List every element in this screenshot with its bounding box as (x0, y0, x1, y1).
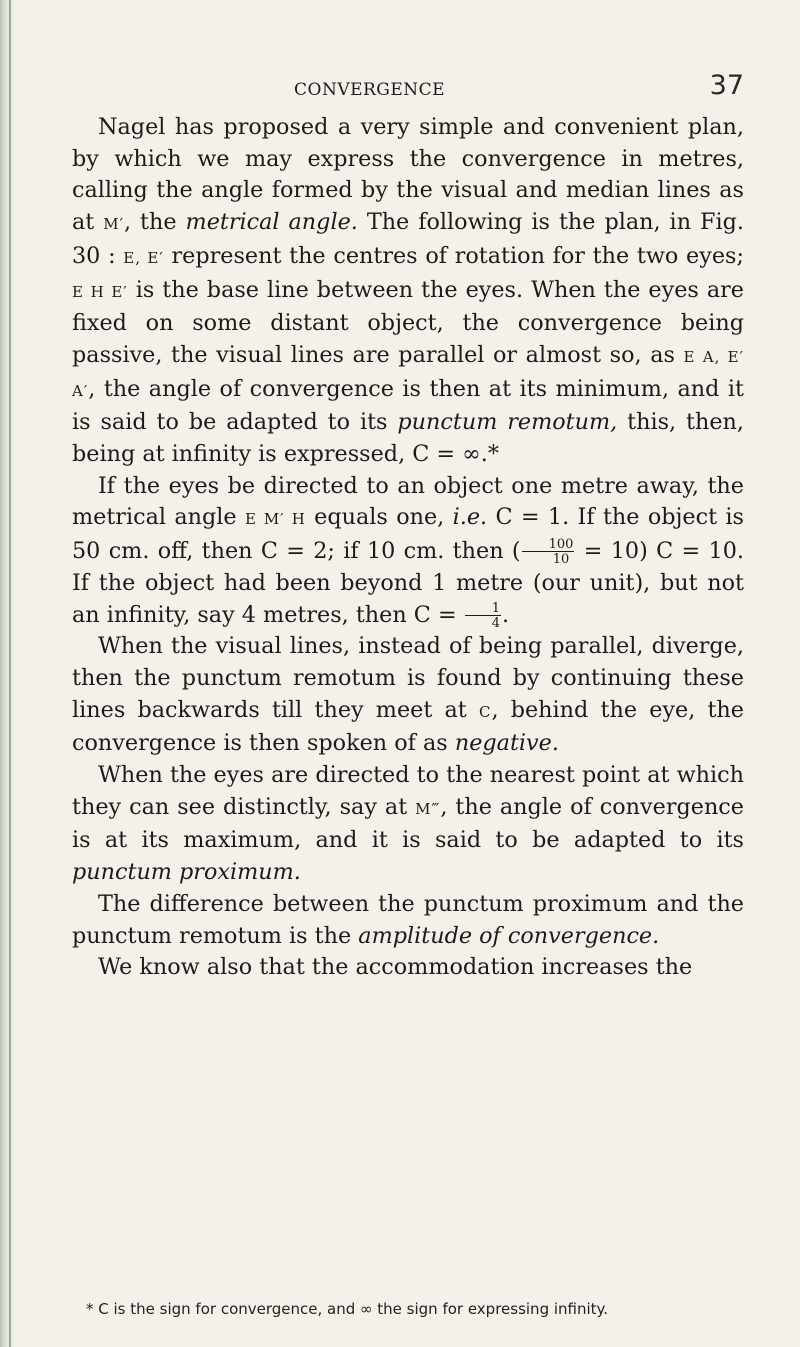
book-page (72, 70, 744, 984)
paragraph-5: The difference between the punctum proximum and the punctum remotum is the amplitude of convergence. (72, 890, 744, 949)
paragraph-4: When the eyes are directed to the nearest point at which they can see distinctly, say at M‴, the angle of convergence is at its maximum, and it is said to be adapted to its punctum proximum. (72, 762, 744, 886)
running-head: CONVERGENCE (294, 80, 446, 100)
paragraph-2: If the eyes be directed to an object one metre away, the metrical angle E M′ H equals one, i.e. C = 1. If the object is 50 cm. off, then C = 2; if 10 cm. then ( $\frac{100}{10}$ = 10) C = 10. If the object had been beyond 1 metre (our unit), but not an infinity, say 4 metres, then C = $\frac{1}{4}$ . (72, 472, 744, 631)
paragraph-6: We know also that the accommodation increases the (98, 954, 693, 981)
page-binding-edge (0, 0, 14, 1347)
binding-line (9, 0, 11, 1347)
page-number: 37 (709, 70, 744, 101)
fraction-100-over-10: $\frac{100}{10}$ (522, 538, 575, 566)
page-header (72, 70, 744, 112)
paragraph-1: Nagel has proposed a very simple and convenient plan, by which we may express the convergence in metres, calling the angle formed by the visual and median lines as at M′, the metrical angle. The following is the plan, in Fig. 30 : E, E′ represent the centres of rotation for the two eyes; E H E′ is the base line between the eyes. When the eyes are fixed on some distant object, the convergence being passive, the visual lines are parallel or almost so, as E A, E′ A′, the angle of convergence is then at its minimum, and it is said to be adapted to its punctum remotum, this, then, being at infinity is expressed, C = ∞.* (72, 114, 744, 468)
paragraph-3: When the visual lines, instead of being parallel, diverge, then the punctum remotum is found by continuing these lines backwards till they meet at C, behind the eye, the convergence is then spoken of as negative. (72, 633, 744, 757)
fraction-one-quarter: $\frac{1}{4}$ (465, 602, 501, 630)
footnote: * C is the sign for convergence, and ∞ the sign for expressing infinity. (86, 1300, 609, 1318)
